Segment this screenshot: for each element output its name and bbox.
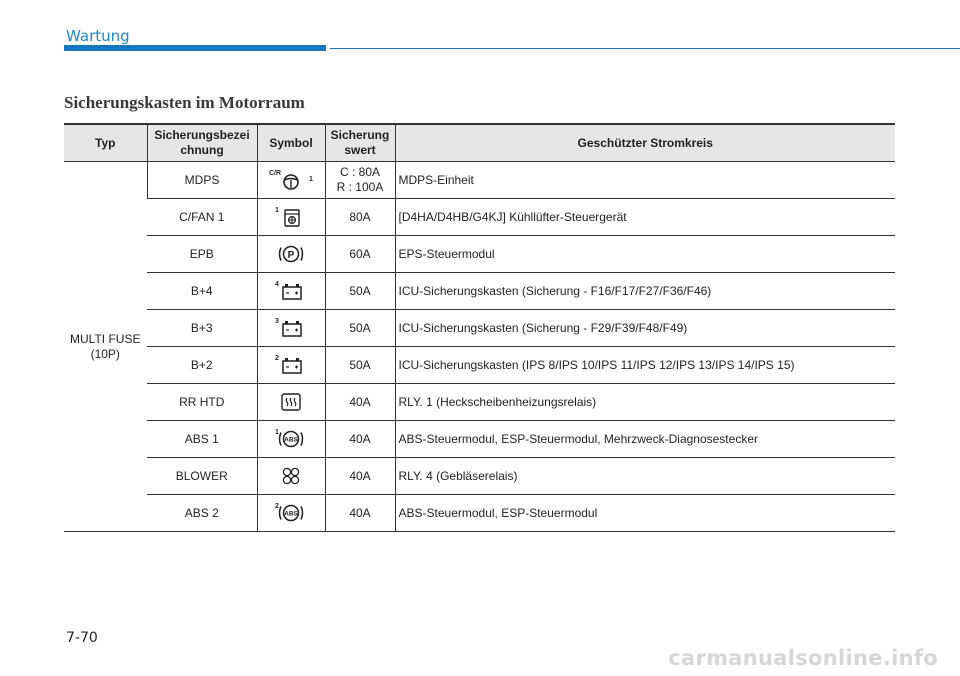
cell-rating: 40A xyxy=(325,495,395,532)
cell-symbol xyxy=(257,162,325,199)
cell-rating: 40A xyxy=(325,384,395,421)
table-row xyxy=(64,273,895,310)
symbol-index: 2 xyxy=(275,503,279,510)
steering-motor-icon xyxy=(261,167,321,193)
cell-rating: 50A xyxy=(325,310,395,347)
section-label: Wartung xyxy=(66,27,130,45)
cell-rating: 40A xyxy=(325,458,395,495)
cell-rating: C : 80A R : 100A xyxy=(325,162,395,199)
table-row xyxy=(64,162,895,199)
abs-icon xyxy=(261,500,321,526)
cell-symbol xyxy=(257,495,325,532)
cell-fuse-type: MULTI FUSE (10P) xyxy=(64,162,147,532)
symbol-index: 3 xyxy=(275,318,279,325)
cell-circuit: ICU-Sicherungskasten (Sicherung - F29/F39/F48/F49) xyxy=(395,310,895,347)
cell-symbol xyxy=(257,347,325,384)
col-header-symbol: Symbol xyxy=(257,124,325,162)
svg-text:P: P xyxy=(287,250,295,261)
parking-brake-icon xyxy=(261,241,321,267)
symbol-index: 1 xyxy=(275,429,279,436)
cell-fuse-name: B+3 xyxy=(147,310,257,347)
cell-symbol xyxy=(257,310,325,347)
cell-circuit: RLY. 4 (Gebläserelais) xyxy=(395,458,895,495)
col-header-circuit: Geschützter Stromkreis xyxy=(395,124,895,162)
symbol-index: 1 xyxy=(275,207,279,214)
cell-fuse-name: MDPS xyxy=(147,162,257,199)
cell-symbol xyxy=(257,273,325,310)
cell-rating: 60A xyxy=(325,236,395,273)
col-header-rating: Sicherung swert xyxy=(325,124,395,162)
cell-fuse-name: BLOWER xyxy=(147,458,257,495)
table-row xyxy=(64,458,895,495)
page-number: 7-70 xyxy=(66,630,98,646)
cell-fuse-name: ABS 1 xyxy=(147,421,257,458)
cell-fuse-name: EPB xyxy=(147,236,257,273)
cell-circuit: MDPS-Einheit xyxy=(395,162,895,199)
abs-icon xyxy=(261,426,321,452)
battery-icon xyxy=(261,278,321,304)
cell-fuse-name: B+2 xyxy=(147,347,257,384)
symbol-index: 2 xyxy=(275,355,279,362)
cell-rating: 40A xyxy=(325,421,395,458)
col-header-name: Sicherungsbezei chnung xyxy=(147,124,257,162)
cell-rating: 80A xyxy=(325,199,395,236)
table-row xyxy=(64,347,895,384)
battery-icon xyxy=(261,352,321,378)
svg-text:ABS: ABS xyxy=(284,510,298,518)
cell-symbol xyxy=(257,384,325,421)
cell-circuit: [D4HA/D4HB/G4KJ] Kühllüfter-Steuergerät xyxy=(395,199,895,236)
fuse-table xyxy=(64,123,895,532)
blower-fan-icon xyxy=(261,463,321,489)
col-header-typ: Typ xyxy=(64,124,147,162)
cell-symbol xyxy=(257,458,325,495)
cell-circuit: ICU-Sicherungskasten (Sicherung - F16/F17/F27/F36/F46) xyxy=(395,273,895,310)
table-header-row xyxy=(64,124,895,162)
cell-fuse-name: RR HTD xyxy=(147,384,257,421)
header-rule-thick xyxy=(64,45,326,51)
table-row xyxy=(64,421,895,458)
cooling-fan-icon xyxy=(261,204,321,230)
symbol-index: 4 xyxy=(275,281,279,288)
symbol-tag: C/R xyxy=(269,170,282,177)
cell-symbol xyxy=(257,199,325,236)
table-row xyxy=(64,310,895,347)
fuse-table-body xyxy=(64,162,895,532)
table-row xyxy=(64,384,895,421)
page-heading: Sicherungskasten im Motorraum xyxy=(64,93,305,112)
table-row xyxy=(64,495,895,532)
cell-rating: 50A xyxy=(325,347,395,384)
watermark: carmanualsonline.info xyxy=(668,646,938,670)
cell-symbol xyxy=(257,236,325,273)
cell-circuit: ABS-Steuermodul, ESP-Steuermodul xyxy=(395,495,895,532)
cell-symbol xyxy=(257,421,325,458)
table-row xyxy=(64,199,895,236)
symbol-index: 1 xyxy=(309,176,313,183)
cell-circuit: ICU-Sicherungskasten (IPS 8/IPS 10/IPS 11/IPS 12/IPS 13/IPS 14/IPS 15) xyxy=(395,347,895,384)
cell-circuit: EPS-Steuermodul xyxy=(395,236,895,273)
rear-defrost-icon xyxy=(261,389,321,415)
header-rule-thin xyxy=(330,48,960,49)
cell-fuse-name: B+4 xyxy=(147,273,257,310)
cell-fuse-name: ABS 2 xyxy=(147,495,257,532)
svg-text:ABS: ABS xyxy=(284,436,298,444)
cell-fuse-name: C/FAN 1 xyxy=(147,199,257,236)
battery-icon xyxy=(261,315,321,341)
table-row xyxy=(64,236,895,273)
cell-rating: 50A xyxy=(325,273,395,310)
cell-circuit: RLY. 1 (Heckscheibenheizungsrelais) xyxy=(395,384,895,421)
cell-circuit: ABS-Steuermodul, ESP-Steuermodul, Mehrzweck-Diagnosestecker xyxy=(395,421,895,458)
